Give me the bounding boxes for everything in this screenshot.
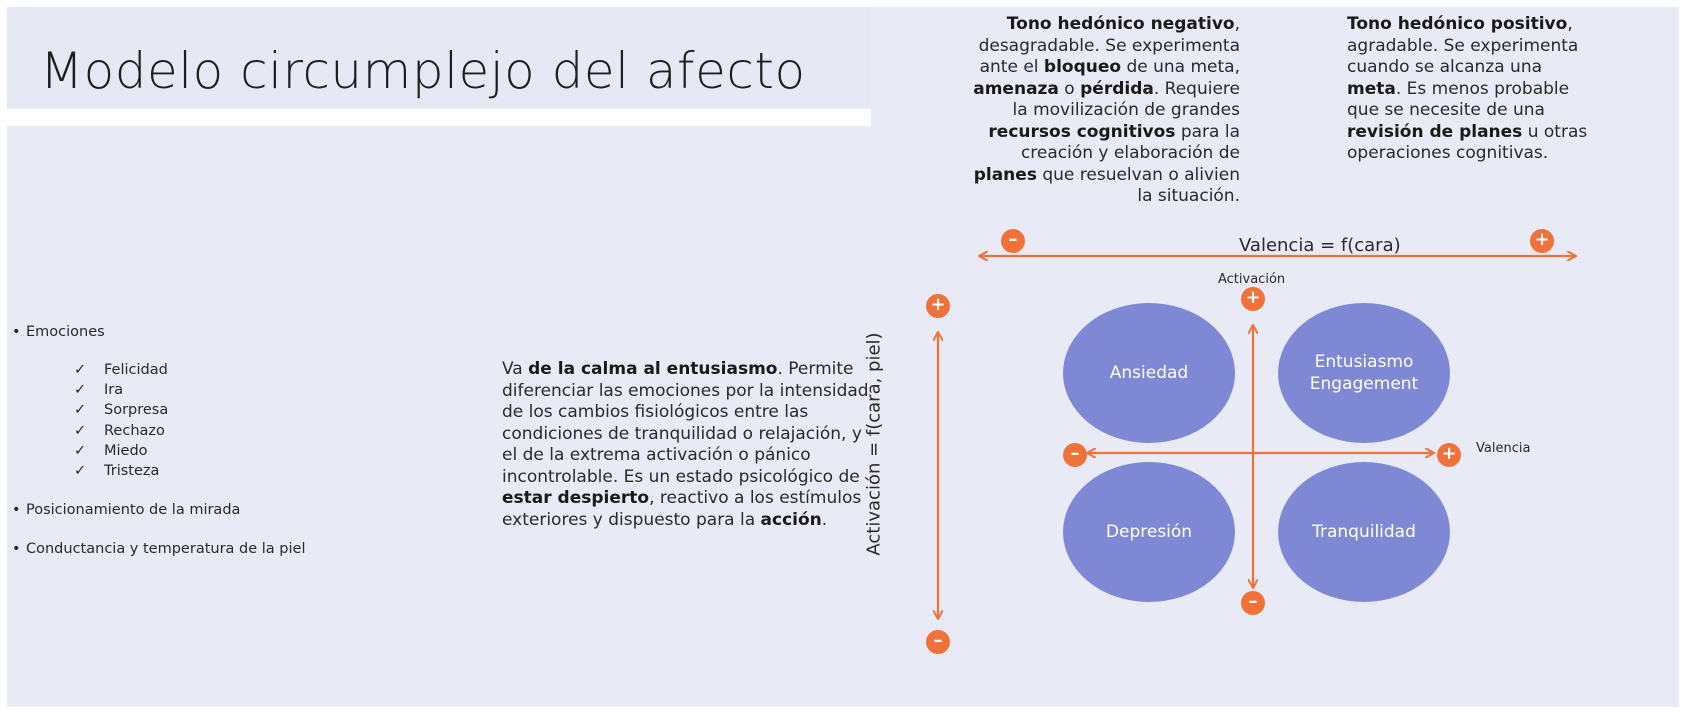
bold-text-run: Tono hedónico positivo (1347, 14, 1568, 34)
inner-valence-label: Valencia (1476, 441, 1531, 456)
quadrant-ansiedad (1063, 303, 1235, 443)
text-run: que resuelvan o alivien la situación. (1036, 164, 1240, 206)
negative-tone-text (955, 14, 1240, 208)
title-separator (7, 109, 871, 126)
text-run: . Requiere la movilización de grandes (1012, 78, 1240, 120)
text-run: o (1058, 78, 1081, 99)
activation-axis-label: Activación = f(cara, piel) (863, 332, 885, 556)
quadrant-depresion (1063, 462, 1235, 602)
emotion-item (74, 443, 148, 459)
bullet-mirada (12, 502, 240, 518)
check-icon: ✓ (74, 422, 87, 439)
minus-sign-valence: – (1001, 229, 1025, 253)
check-icon: ✓ (74, 463, 87, 479)
bold-text-run: acción (760, 509, 822, 530)
quadrant-entusiasmo (1278, 303, 1450, 443)
emotion-item (74, 423, 165, 439)
minus-sign-activation: – (926, 630, 950, 654)
emotion-item (74, 463, 159, 479)
bullet-label: Conductancia y temperatura de la piel (26, 541, 306, 557)
bold-text-run: planes (973, 164, 1037, 185)
check-icon: ✓ (74, 402, 87, 419)
bold-text-run: de la calma al entusiasmo (528, 359, 778, 379)
bullet-label: Posicionamiento de la mirada (26, 502, 241, 518)
emotion-item (74, 362, 168, 378)
emotion-label: Sorpresa (104, 402, 169, 419)
minus-sign-inner-bottom: – (1241, 591, 1265, 615)
bullet-dot: • (12, 541, 21, 557)
text-run: , desagradable. Se experimenta ante el (978, 14, 1240, 77)
plus-sign-activation: + (926, 294, 950, 318)
plus-sign-inner-top: + (1241, 287, 1265, 311)
emotion-label: Tristeza (104, 463, 160, 479)
emotion-label: Ira (104, 382, 124, 399)
quadrant-label: Ansiedad (1109, 363, 1189, 383)
text-run: , reactivo a los estímulos exteriores y dispuesto para la (502, 488, 862, 530)
check-icon: ✓ (74, 362, 87, 378)
bullet-dot: • (12, 324, 21, 340)
quadrant-label: Depresión (1105, 522, 1193, 542)
activation-description-text (502, 359, 872, 531)
quadrant-tranquilidad (1278, 462, 1450, 602)
emotion-item (74, 402, 168, 418)
slide-title: Modelo circumplejo del afecto (40, 42, 806, 100)
plus-sign-inner-right: + (1437, 443, 1461, 467)
quadrant-label: Entusiasmo Engagement (1309, 352, 1419, 394)
emotion-label: Rechazo (104, 422, 165, 439)
bold-text-run: pérdida (1080, 78, 1154, 99)
bold-text-run: meta (1347, 78, 1396, 99)
bold-text-run: estar despierto (502, 488, 650, 508)
check-icon: ✓ (74, 442, 87, 459)
bullet-dot: • (12, 502, 21, 518)
emotion-label: Felicidad (104, 362, 168, 378)
text-run: , agradable. Se experimenta cuando se alcanza una (1347, 14, 1579, 77)
text-run: . Es menos probable que se necesite de una (1347, 78, 1570, 120)
text-run: para la creación y elaboración de (1020, 121, 1240, 163)
bold-text-run: recursos cognitivos (988, 121, 1176, 142)
bold-text-run: Tono hedónico negativo (1006, 14, 1235, 34)
bold-text-run: bloqueo (1043, 57, 1122, 77)
bold-text-run: revisión de planes (1347, 121, 1523, 142)
plus-sign-valence: + (1530, 229, 1554, 253)
text-run: Va (502, 359, 529, 379)
check-icon: ✓ (74, 382, 87, 399)
text-run: . Permite diferenciar las emociones por la intensidad de los cambios fisiológicos entre las condiciones de tranquilidad o relajación, y el de la extrema activación o pánico incontrolable. Es un estado psicológico de (502, 359, 869, 487)
emotion-label: Miedo (104, 442, 148, 459)
positive-tone-text (1347, 14, 1592, 165)
bullet-piel (12, 541, 305, 557)
valence-axis-label: Valencia = f(cara) (1239, 235, 1401, 256)
text-run: u otras operaciones cognitivas. (1347, 121, 1588, 163)
text-run: de una meta, (1121, 57, 1240, 77)
bullet-label: Emociones (26, 324, 105, 340)
minus-sign-inner-left: – (1063, 443, 1087, 467)
emotion-item (74, 382, 123, 398)
text-run: . (821, 509, 828, 530)
bullet-emociones (12, 324, 105, 340)
bold-text-run: amenaza (973, 78, 1059, 99)
inner-activation-label: Activación (1218, 272, 1286, 287)
quadrant-label: Tranquilidad (1312, 522, 1416, 542)
